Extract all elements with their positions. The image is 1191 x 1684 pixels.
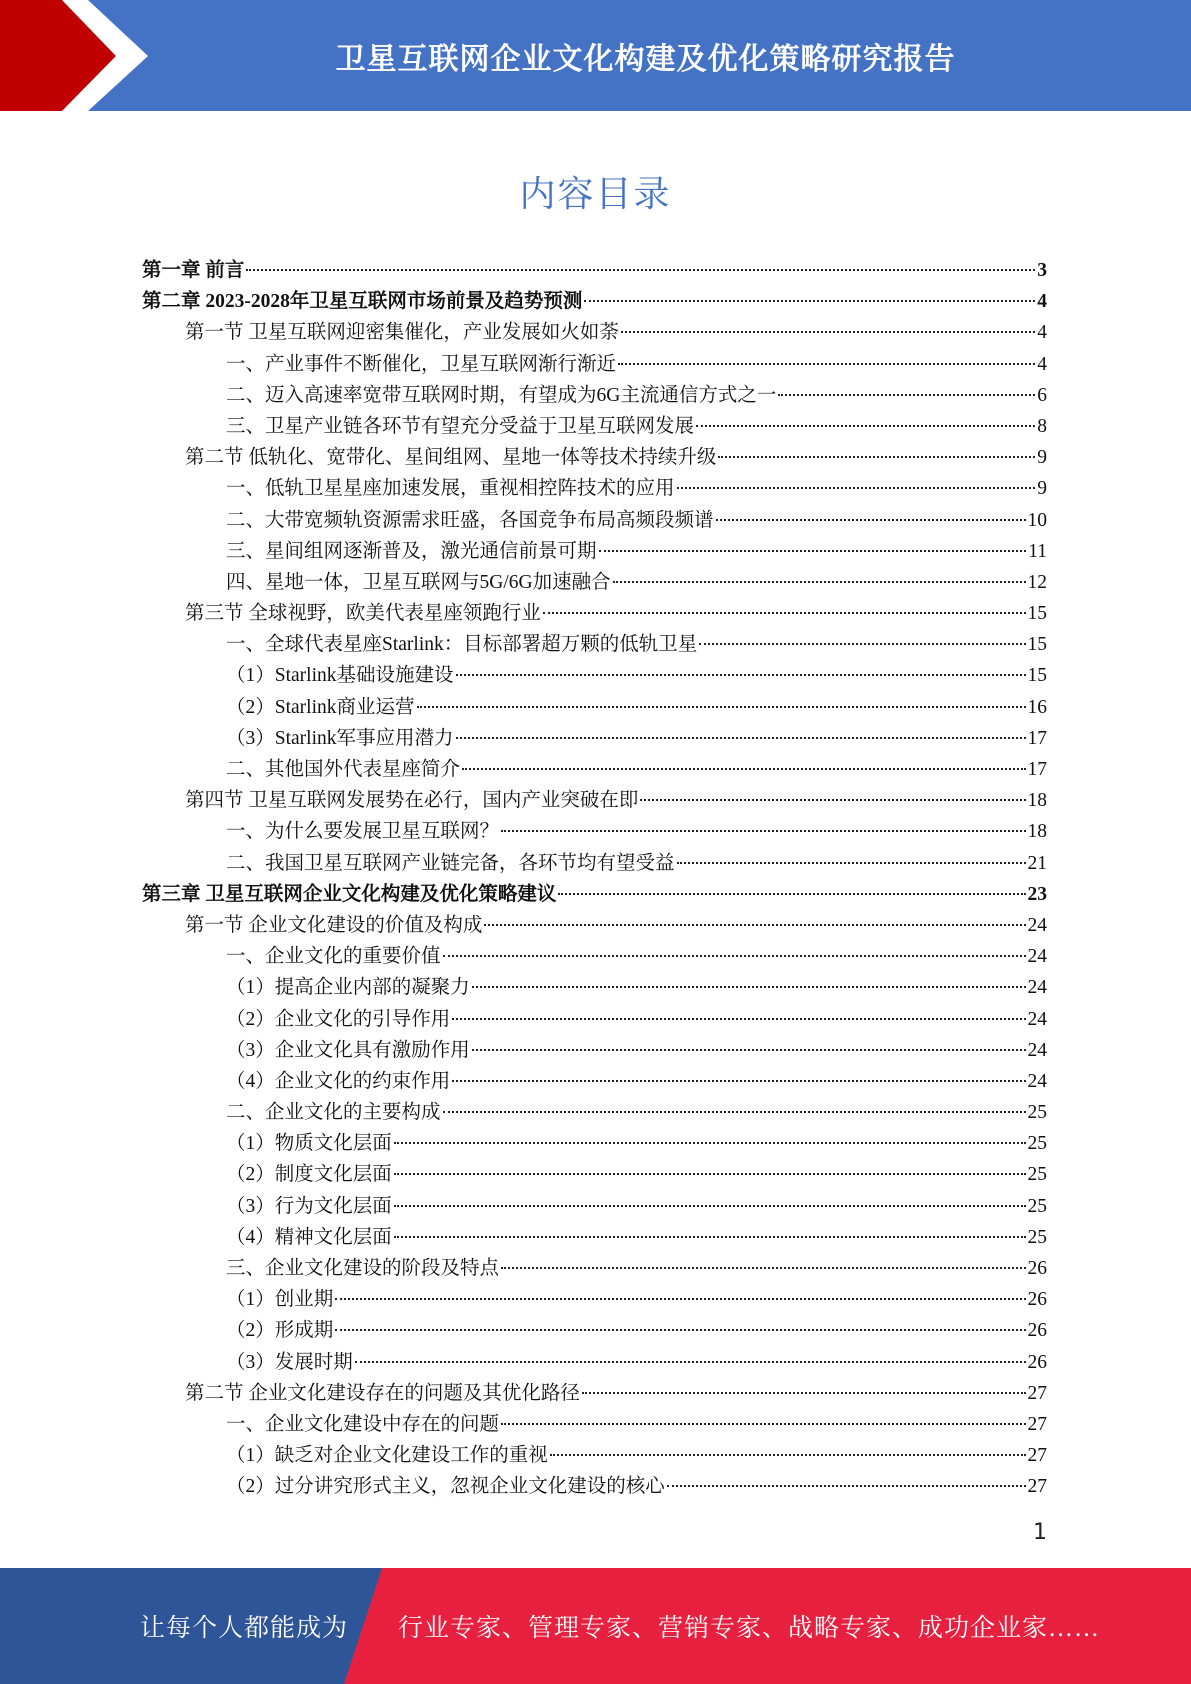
toc-entry-label: 一、全球代表星座Starlink：目标部署超万颗的低轨卫星 xyxy=(226,634,698,656)
toc-entry-page: 18 xyxy=(1027,790,1047,812)
toc-entry-label: 一、企业文化建设中存在的问题 xyxy=(226,1413,500,1435)
toc-heading: 内容目录 xyxy=(519,174,672,215)
toc-entry[interactable] xyxy=(142,1097,1047,1128)
toc-entry[interactable] xyxy=(142,1378,1047,1409)
toc-entry-page: 23 xyxy=(1027,883,1047,905)
page-number: 1 xyxy=(1033,1520,1047,1545)
toc-entry[interactable] xyxy=(142,692,1047,723)
toc-dot-leader xyxy=(584,300,1035,302)
toc-dot-leader xyxy=(677,487,1036,489)
toc-entry[interactable] xyxy=(142,1440,1047,1471)
toc-entry-label: 一、企业文化的重要价值 xyxy=(226,946,441,968)
toc-entry-page: 6 xyxy=(1037,384,1047,406)
toc-entry-page: 10 xyxy=(1027,509,1047,531)
toc-entry-label: （1）提高企业内部的凝聚力 xyxy=(226,977,470,999)
toc-dot-leader xyxy=(246,269,1035,271)
toc-dot-leader xyxy=(501,1267,1025,1269)
toc-dot-leader xyxy=(417,706,1026,708)
toc-entry[interactable] xyxy=(142,349,1047,380)
toc-entry-page: 15 xyxy=(1027,603,1047,625)
page-footer xyxy=(0,1568,1191,1684)
toc-entry[interactable] xyxy=(142,1409,1047,1440)
toc-entry[interactable] xyxy=(142,536,1047,567)
toc-entry[interactable] xyxy=(142,723,1047,754)
toc-entry[interactable] xyxy=(142,816,1047,847)
toc-entry[interactable] xyxy=(142,848,1047,879)
toc-dot-leader xyxy=(582,1392,1026,1394)
toc-entry-page: 3 xyxy=(1037,260,1047,281)
toc-entry-label: （4）精神文化层面 xyxy=(226,1226,392,1248)
toc-dot-leader xyxy=(394,1142,1026,1144)
toc-entry-page: 16 xyxy=(1027,696,1047,718)
toc-entry[interactable] xyxy=(142,255,1047,286)
toc-entry[interactable] xyxy=(142,1471,1047,1502)
toc-entry-page: 26 xyxy=(1027,1351,1047,1373)
toc-entry-page: 27 xyxy=(1027,1445,1047,1467)
toc-entry-page: 24 xyxy=(1027,977,1047,999)
toc-dot-leader xyxy=(699,643,1025,645)
toc-entry-page: 27 xyxy=(1027,1382,1047,1404)
toc-dot-leader xyxy=(599,550,1027,552)
toc-dot-leader xyxy=(550,1454,1026,1456)
toc-entry[interactable] xyxy=(142,1284,1047,1315)
toc-entry-page: 12 xyxy=(1027,571,1047,593)
toc-entry-page: 26 xyxy=(1027,1258,1047,1279)
toc-dot-leader xyxy=(543,612,1026,614)
toc-entry-label: 第一节 卫星互联网迎密集催化，产业发展如火如荼 xyxy=(185,322,619,344)
toc-entry-label: 二、我国卫星互联网产业链完备，各环节均有望受益 xyxy=(226,852,675,874)
toc-dot-leader xyxy=(456,674,1026,676)
toc-entry-label: （2）Starlink商业运营 xyxy=(226,696,415,718)
toc-dot-leader xyxy=(618,363,1035,365)
toc-entry-page: 4 xyxy=(1037,353,1047,375)
toc-entry[interactable] xyxy=(142,411,1047,442)
toc-entry-label: （3）发展时期 xyxy=(226,1351,353,1373)
toc-entry-label: 二、迈入高速率宽带互联网时期，有望成为6G主流通信方式之一 xyxy=(226,384,777,406)
toc-entry[interactable] xyxy=(142,442,1047,473)
toc-entry-label: （2）过分讲究形式主义，忽视企业文化建设的核心 xyxy=(226,1476,665,1498)
toc-entry-label: （3）Starlink军事应用潜力 xyxy=(226,727,454,749)
toc-dot-leader xyxy=(640,799,1025,801)
toc-entry[interactable] xyxy=(142,754,1047,785)
toc-entry[interactable] xyxy=(142,473,1047,504)
toc-entry-label: 第一节 企业文化建设的价值及构成 xyxy=(185,914,483,936)
toc-entry[interactable] xyxy=(142,1222,1047,1253)
toc-entry-page: 17 xyxy=(1027,759,1047,780)
toc-entry-page: 15 xyxy=(1027,634,1047,656)
toc-entry[interactable] xyxy=(142,629,1047,660)
toc-dot-leader xyxy=(452,1018,1025,1020)
toc-dot-leader xyxy=(335,1329,1025,1331)
toc-entry-label: 二、大带宽频轨资源需求旺盛，各国竞争布局高频段频谱 xyxy=(226,509,714,531)
toc-entry[interactable] xyxy=(142,1066,1047,1097)
toc-dot-leader xyxy=(484,924,1025,926)
toc-entry-label: 第二节 低轨化、宽带化、星间组网、星地一体等技术持续升级 xyxy=(185,447,717,469)
toc-dot-leader xyxy=(355,1361,1026,1363)
toc-entry-label: 第二节 企业文化建设存在的问题及其优化路径 xyxy=(185,1382,580,1404)
toc-dot-leader xyxy=(677,862,1026,864)
toc-entry-label: （1）创业期 xyxy=(226,1289,334,1311)
toc-entry-page: 27 xyxy=(1027,1413,1047,1435)
page-header xyxy=(0,0,1191,111)
toc-entry-page: 4 xyxy=(1037,322,1047,344)
toc-entry[interactable] xyxy=(142,1128,1047,1159)
toc-entry-label: （2）形成期 xyxy=(226,1320,334,1342)
toc-entry-page: 25 xyxy=(1027,1226,1047,1248)
toc-dot-leader xyxy=(443,1111,1026,1113)
toc-dot-leader xyxy=(472,1049,1026,1051)
table-of-contents xyxy=(142,255,1047,1503)
toc-dot-leader xyxy=(456,737,1026,739)
toc-dot-leader xyxy=(501,830,1025,832)
toc-entry-page: 26 xyxy=(1027,1289,1047,1311)
toc-dot-leader xyxy=(335,1298,1025,1300)
toc-entry-page: 18 xyxy=(1027,821,1047,843)
toc-entry-page: 9 xyxy=(1037,478,1047,500)
toc-dot-leader xyxy=(613,581,1026,583)
toc-entry-page: 8 xyxy=(1037,415,1047,437)
toc-entry-label: 三、卫星产业链各环节有望充分受益于卫星互联网发展 xyxy=(226,415,695,437)
toc-entry-label: 四、星地一体，卫星互联网与5G/6G加速融合 xyxy=(226,571,611,593)
toc-entry[interactable] xyxy=(142,380,1047,411)
toc-entry-label: 第四节 卫星互联网发展势在必行，国内产业突破在即 xyxy=(185,790,639,812)
toc-entry[interactable] xyxy=(142,972,1047,1003)
toc-entry[interactable] xyxy=(142,910,1047,941)
toc-entry-page: 17 xyxy=(1027,727,1047,749)
toc-entry-page: 25 xyxy=(1027,1195,1047,1217)
toc-entry-label: 二、其他国外代表星座简介 xyxy=(226,759,461,780)
footer-slogan-left: 让每个人都能成为 xyxy=(140,1615,349,1642)
toc-dot-leader xyxy=(394,1236,1026,1238)
toc-dot-leader xyxy=(443,955,1026,957)
toc-dot-leader xyxy=(716,519,1026,521)
toc-entry-page: 21 xyxy=(1027,852,1047,874)
toc-dot-leader xyxy=(621,331,1035,333)
toc-entry[interactable] xyxy=(142,1035,1047,1066)
toc-dot-leader xyxy=(452,1080,1025,1082)
toc-entry-label: 第三章 卫星互联网企业文化构建及优化策略建议 xyxy=(142,883,557,905)
toc-entry[interactable] xyxy=(142,1191,1047,1222)
toc-dot-leader xyxy=(394,1173,1026,1175)
toc-entry-page: 26 xyxy=(1027,1320,1047,1342)
toc-entry-page: 25 xyxy=(1027,1133,1047,1155)
toc-entry-page: 24 xyxy=(1027,914,1047,936)
toc-entry-page: 9 xyxy=(1037,447,1047,469)
toc-entry-label: （2）企业文化的引导作用 xyxy=(226,1008,451,1030)
toc-entry[interactable] xyxy=(142,1315,1047,1346)
toc-entry-label: （3）企业文化具有激励作用 xyxy=(226,1039,470,1061)
toc-entry-page: 25 xyxy=(1027,1164,1047,1186)
toc-entry-label: （1）Starlink基础设施建设 xyxy=(226,665,454,687)
toc-entry-label: （4）企业文化的约束作用 xyxy=(226,1070,451,1092)
toc-entry-page: 25 xyxy=(1027,1102,1047,1124)
toc-dot-leader xyxy=(696,425,1035,427)
toc-entry[interactable] xyxy=(142,1347,1047,1378)
toc-entry-label: （3）行为文化层面 xyxy=(226,1195,392,1217)
toc-entry-page: 4 xyxy=(1037,291,1047,313)
toc-dot-leader xyxy=(394,1205,1026,1207)
toc-dot-leader xyxy=(718,456,1035,458)
footer-slogan-right: 行业专家、管理专家、营销专家、战略专家、成功企业家…… xyxy=(398,1615,1101,1642)
toc-entry-label: 三、企业文化建设的阶段及特点 xyxy=(226,1258,500,1279)
toc-entry-page: 24 xyxy=(1027,1070,1047,1092)
toc-entry-label: （2）制度文化层面 xyxy=(226,1164,392,1186)
toc-entry-page: 24 xyxy=(1027,1008,1047,1030)
toc-entry[interactable] xyxy=(142,941,1047,972)
toc-entry[interactable] xyxy=(142,567,1047,598)
toc-entry-label: 第一章 前言 xyxy=(142,260,245,281)
toc-entry-label: （1）物质文化层面 xyxy=(226,1133,392,1155)
toc-entry-label: 第二章 2023-2028年卫星互联网市场前景及趋势预测 xyxy=(142,291,583,313)
toc-entry[interactable] xyxy=(142,660,1047,691)
toc-entry-label: 第三节 全球视野，欧美代表星座领跑行业 xyxy=(185,603,541,625)
toc-entry-label: 一、产业事件不断催化，卫星互联网渐行渐近 xyxy=(226,353,617,375)
toc-entry[interactable] xyxy=(142,1159,1047,1190)
toc-dot-leader xyxy=(501,1423,1025,1425)
toc-entry-label: 二、企业文化的主要构成 xyxy=(226,1102,441,1124)
toc-entry-page: 24 xyxy=(1027,1039,1047,1061)
toc-entry-page: 24 xyxy=(1027,946,1047,968)
toc-entry[interactable] xyxy=(142,879,1047,910)
toc-entry-label: （1）缺乏对企业文化建设工作的重视 xyxy=(226,1445,548,1467)
report-title: 卫星互联网企业文化构建及优化策略研究报告 xyxy=(335,41,956,77)
toc-entry-label: 三、星间组网逐渐普及，激光通信前景可期 xyxy=(226,540,597,562)
toc-entry-page: 27 xyxy=(1027,1476,1047,1498)
toc-entry[interactable] xyxy=(142,598,1047,629)
toc-entry[interactable] xyxy=(142,785,1047,816)
toc-entry[interactable] xyxy=(142,1004,1047,1035)
toc-entry-page: 15 xyxy=(1027,665,1047,687)
toc-entry[interactable] xyxy=(142,317,1047,348)
toc-dot-leader xyxy=(472,986,1026,988)
toc-dot-leader xyxy=(462,768,1025,770)
toc-entry[interactable] xyxy=(142,505,1047,536)
toc-entry-label: 一、为什么要发展卫星互联网？ xyxy=(226,821,500,843)
toc-entry[interactable] xyxy=(142,286,1047,317)
toc-dot-leader xyxy=(558,893,1025,895)
toc-dot-leader xyxy=(667,1485,1026,1487)
toc-entry[interactable] xyxy=(142,1253,1047,1284)
toc-entry-label: 一、低轨卫星星座加速发展，重视相控阵技术的应用 xyxy=(226,478,675,500)
toc-entry-page: 11 xyxy=(1028,540,1047,562)
toc-dot-leader xyxy=(778,394,1035,396)
